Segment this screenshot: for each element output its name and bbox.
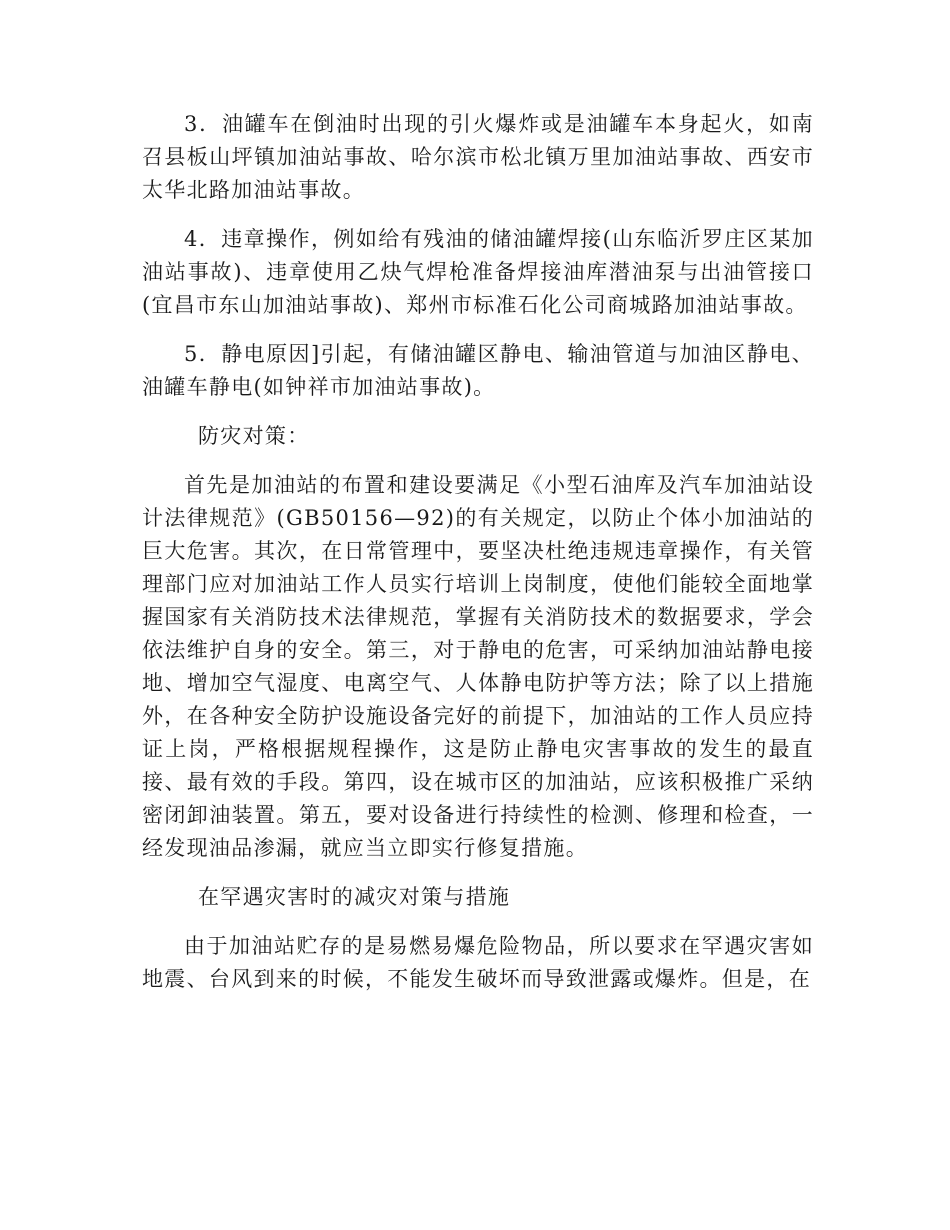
section-heading-rare-disaster: 在罕遇灾害时的减灾对策与措施 (198, 885, 511, 909)
paragraph-illegal-operation: 4．违章操作，例如给有残油的储油罐焊接(山东临沂罗庄区某加油站事故)、违章使用乙炔气焊枪准备焊接油库潜油泵与出油管接口(宜昌市东山加油站事故)、郑州市标准石化公司商城路加油站事故。 (142, 227, 814, 317)
document-body (142, 108, 814, 1012)
paragraph-static-electricity: 5．静电原因]引起，有储油罐区静电、输油管道与加油区静电、油罐车静电(如钟祥市加油站事故)。 (142, 342, 814, 399)
paragraph-prevention-measures: 首先是加油站的布置和建设要满足《小型石油库及汽车加油站设计法律规范》(GB50156—92)的有关规定，以防止个体小加油站的巨大危害。其次，在日常管理中，要坚决杜绝违规违章操作，有关管理部门应对加油站工作人员实行培训上岗制度，使他们能较全面地掌握国家有关消防技术法律规范，掌握有关消防技术的数据要求，学会依法维护自身的安全。第三，对于静电的危害，可采纳加油站静电接地、增加空气湿度、电离空气、人体静电防护等方法；除了以上措施外，在各种安全防护设施设备完好的前提下，加油站的工作人员应持证上岗，严格根据规程操作，这是防止静电灾害事故的发生的最直接、最有效的手段。第四，设在城市区的加油站，应该积极推广采纳密闭卸油装置。第五，要对设备进行持续性的检测、修理和检查，一经发现油品渗漏，就应当立即实行修复措施。 (142, 473, 814, 860)
section-heading-disaster-prevention: 防灾对策： (198, 424, 310, 448)
paragraph-rare-disaster-intro: 由于加油站贮存的是易燃易爆危险物品，所以要求在罕遇灾害如地震、台风到来的时候，不能发生破坏而导致泄露或爆炸。但是，在 (142, 934, 814, 991)
paragraph-tanker-fire: 3．油罐车在倒油时出现的引火爆炸或是油罐车本身起火，如南召县板山坪镇加油站事故、哈尔滨市松北镇万里加油站事故、西安市太华北路加油站事故。 (142, 112, 814, 202)
